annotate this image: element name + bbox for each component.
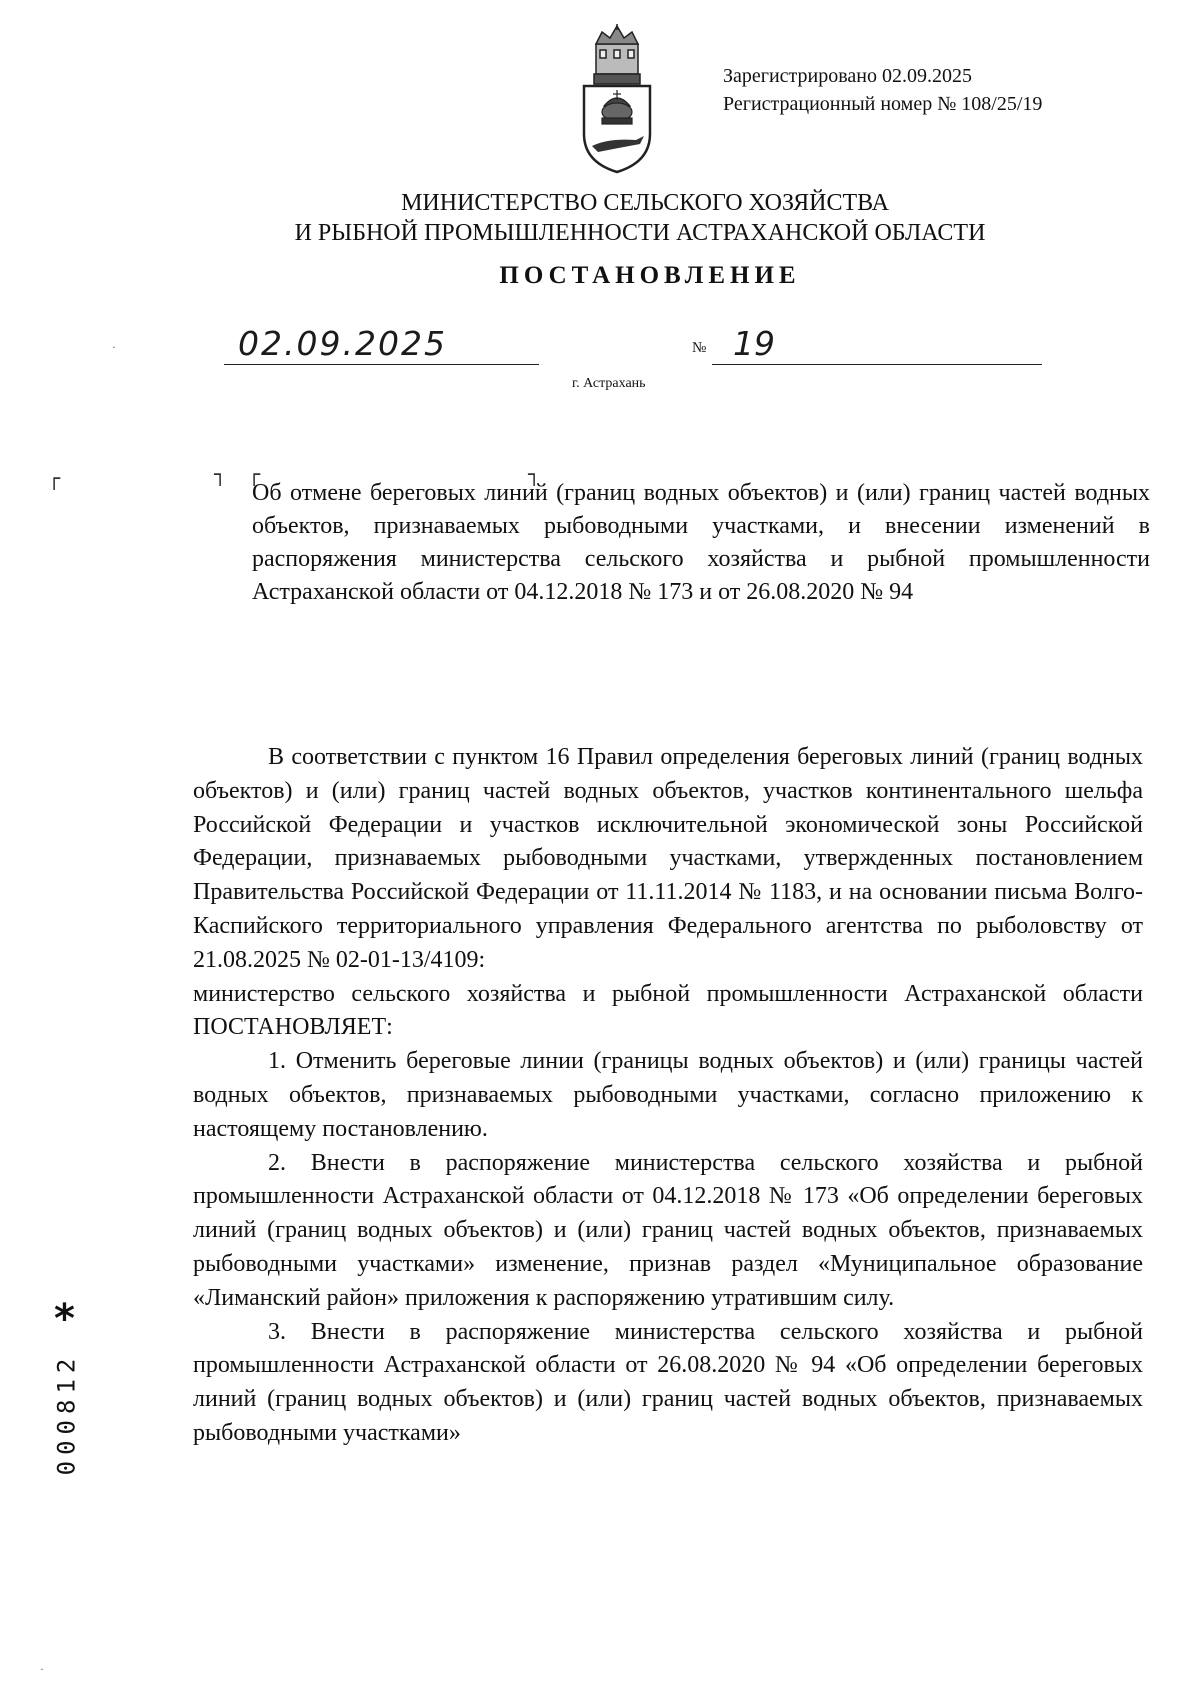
preamble-paragraph: В соответствии с пунктом 16 Правил определения береговых линий (границ водных объектов) и (или) границ частей водных объектов, участков континентального шельфа Российской Федерации и участков исключительной экономической зоны Российской Федерации, признаваемых рыбоводными участками, утвержденных постановлением Правительства Российской Федерации от 11.11.2014 № 1183, и на основании письма Волго-Каспийского территориального управления Федерального агентства по рыболовству от 21.08.2025 № 02-01-13/4109: [193,744,1143,973]
document-body [193,741,1143,1451]
coat-of-arms-icon [578,24,656,174]
scan-mark: · [112,340,116,354]
city-label: г. Астрахань [572,376,646,391]
margin-serial-number [52,1340,90,1490]
ministry-line-2: И РЫБНОЙ ПРОМЫШЛЕННОСТИ АСТРАХАНСКОЙ ОБЛАСТИ [294,220,986,246]
corner-mark-title-left: ┐ [214,462,227,486]
item-2-paragraph: 2. Внести в распоряжение министерства сельского хозяйства и рыбной промышленности Астраханской области от 04.12.2018 № 173 «Об определении береговых линий (границ водных объектов) и (или) границ частей водных объектов, признаваемых рыбоводными участками» изменение, признав раздел «Муниципальное образование «Лиманский район» приложения к распоряжению утратившим силу. [193,1149,1143,1311]
corner-mark-left: ┌ [48,466,61,490]
ministry-name [0,188,1200,248]
resolution-paragraph: министерство сельского хозяйства и рыбной промышленности Астраханской области ПОСТАНОВЛЯЕТ: [193,980,1143,1041]
number-underline [712,364,1042,365]
document-type: ПОСТАНОВЛЕНИЕ [499,262,801,289]
corner-mark-title-right: ┐ [528,462,541,486]
item-3-paragraph: 3. Внести в распоряжение министерства сельского хозяйства и рыбной промышленности Астраханской области от 26.08.2020 № 94 «Об определении береговых линий (границ водных объектов) и (или) границ частей водных объектов, признаваемых рыбоводными участками» [193,1318,1143,1446]
margin-star-mark: * [54,1296,75,1342]
document-title: Об отмене береговых линий (границ водных объектов) и (или) границ частей водных объектов, признаваемых рыбоводными участками, и внесении изменений в распоряжения министерства сельского хозяйства и рыбной промышленности Астраханской области от 04.12.2018 № 173 и от 26.08.2020 № 94 [252,480,1150,605]
date-underline [224,364,539,365]
registration-number: Регистрационный номер № 108/25/19 [723,93,1043,115]
number-label: № [692,340,707,356]
document-number: 19 [733,324,775,363]
document-date: 02.09.2025 [238,324,447,363]
scan-mark-bottom: · [40,1662,44,1676]
corner-mark-title-start: ┌ [248,462,261,486]
item-1-paragraph: 1. Отменить береговые линии (границы водных объектов) и (или) границы частей водных объектов, признаваемых рыбоводными участками, согласно приложению к настоящему постановлению. [193,1048,1143,1142]
registration-date: Зарегистрировано 02.09.2025 [723,65,973,87]
serial-number-text: 000812 [52,1352,81,1476]
registration-block [723,62,1042,118]
ministry-line-1: МИНИСТЕРСТВО СЕЛЬСКОГО ХОЗЯЙСТВА [401,190,889,216]
